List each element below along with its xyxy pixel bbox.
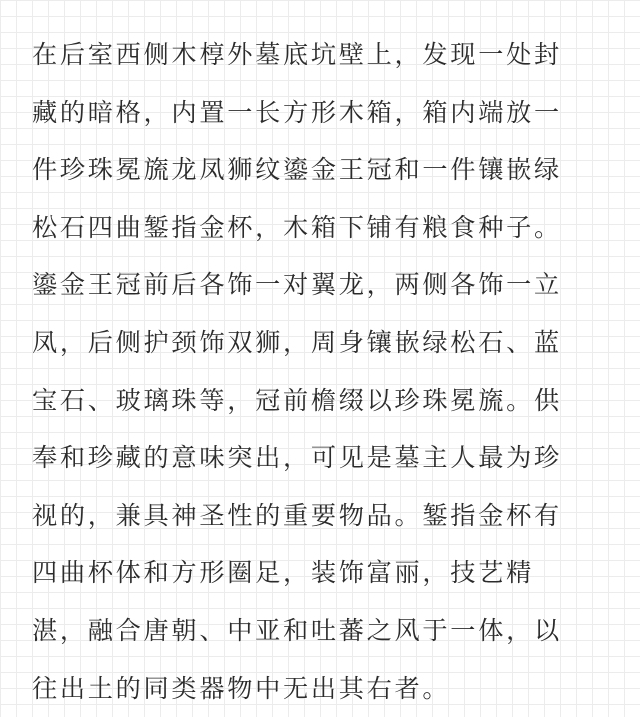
text-line: 往出土的同类器物中无出其右者。 bbox=[32, 673, 451, 703]
article-body bbox=[32, 26, 612, 717]
text-line: 藏的暗格，内置一长方形木箱，箱内端放一 bbox=[32, 97, 562, 127]
text-line: 宝石、玻璃珠等，冠前檐缀以珍珠冕旒。供 bbox=[32, 385, 562, 415]
text-line: 凤，后侧护颈饰双狮，周身镶嵌绿松石、蓝 bbox=[32, 327, 562, 357]
text-line: 视的，兼具神圣性的重要物品。錾指金杯有 bbox=[32, 500, 562, 530]
text-line: 奉和珍藏的意味突出，可见是墓主人最为珍 bbox=[32, 443, 562, 473]
text-line: 四曲杯体和方形圈足，装饰富丽，技艺精 bbox=[32, 558, 534, 588]
text-line: 鎏金王冠前后各饰一对翼龙，两侧各饰一立 bbox=[32, 270, 562, 300]
text-line: 湛，融合唐朝、中亚和吐蕃之风于一体，以 bbox=[32, 615, 562, 645]
text-line: 在后室西侧木椁外墓底坑壁上，发现一处封 bbox=[32, 40, 562, 69]
text-line: 松石四曲錾指金杯，木箱下铺有粮食种子。 bbox=[32, 212, 562, 242]
text-line: 件珍珠冕旒龙凤狮纹鎏金王冠和一件镶嵌绿 bbox=[32, 155, 562, 185]
